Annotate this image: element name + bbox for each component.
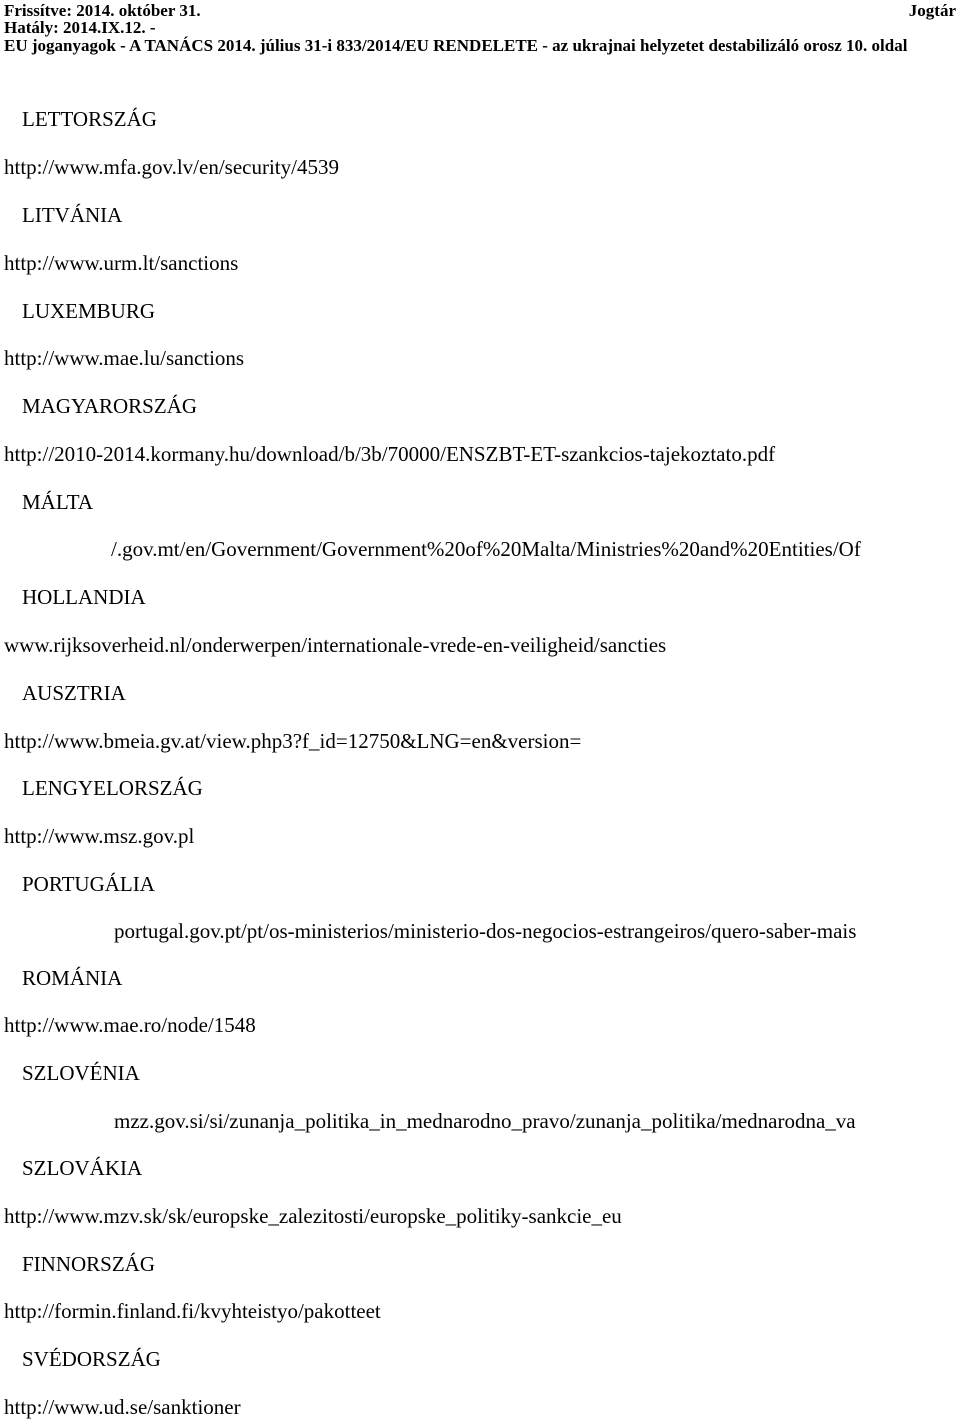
country-slovakia: SZLOVÁKIA (22, 1156, 143, 1180)
effective-date: Hatály: 2014.IX.12. - (4, 18, 156, 37)
link-austria[interactable]: http://www.bmeia.gv.at/view.php3?f_id=12750&LNG=en&version= (4, 729, 582, 753)
link-netherlands[interactable]: www.rijksoverheid.nl/onderwerpen/internationale-vrede-en-veiligheid/sancties (4, 633, 667, 657)
country-latvia: LETTORSZÁG (22, 107, 157, 131)
link-slovenia[interactable]: mzz.gov.si/si/zunanja_politika_in_mednarodno_pravo/zunanja_politika/mednarodna_va (114, 1109, 856, 1133)
updated-date: Frissítve: 2014. október 31. (4, 1, 201, 20)
link-sweden[interactable]: http://www.ud.se/sanktioner (4, 1395, 241, 1419)
link-hungary[interactable]: http://2010-2014.kormany.hu/download/b/3b/70000/ENSZBT-ET-szankcios-tajekoztato.pdf (4, 442, 776, 466)
link-poland[interactable]: http://www.msz.gov.pl (4, 824, 195, 848)
link-slovakia[interactable]: http://www.mzv.sk/sk/europske_zalezitosti/europske_politiky-sankcie_eu (4, 1204, 622, 1228)
document-title: EU joganyagok - A TANÁCS 2014. július 31-i 833/2014/EU RENDELETE - az ukrajnai helyzetet destabilizáló orosz 10. oldal (4, 36, 908, 55)
link-portugal[interactable]: portugal.gov.pt/pt/os-ministerios/ministerio-dos-negocios-estrangeiros/quero-saber-mais (114, 919, 857, 943)
brand-label: Jogtár (908, 1, 956, 20)
country-poland: LENGYELORSZÁG (22, 776, 203, 800)
country-sweden: SVÉDORSZÁG (22, 1347, 161, 1371)
country-hungary: MAGYARORSZÁG (22, 394, 198, 418)
country-luxembourg: LUXEMBURG (22, 299, 156, 323)
country-netherlands: HOLLANDIA (22, 585, 146, 609)
link-luxembourg[interactable]: http://www.mae.lu/sanctions (4, 346, 245, 370)
link-finland[interactable]: http://formin.finland.fi/kvyhteistyo/pakotteet (4, 1299, 381, 1323)
country-austria: AUSZTRIA (22, 681, 126, 705)
country-romania: ROMÁNIA (22, 966, 123, 990)
country-slovenia: SZLOVÉNIA (22, 1061, 140, 1085)
country-malta: MÁLTA (22, 490, 94, 514)
link-romania[interactable]: http://www.mae.ro/node/1548 (4, 1013, 256, 1037)
link-latvia[interactable]: http://www.mfa.gov.lv/en/security/4539 (4, 155, 339, 179)
country-portugal: PORTUGÁLIA (22, 872, 155, 896)
link-malta[interactable]: /.gov.mt/en/Government/Government%20of%20Malta/Ministries%20and%20Entities/Of (111, 537, 861, 561)
link-lithuania[interactable]: http://www.urm.lt/sanctions (4, 251, 239, 275)
country-finland: FINNORSZÁG (22, 1252, 156, 1276)
country-lithuania: LITVÁNIA (22, 203, 123, 227)
